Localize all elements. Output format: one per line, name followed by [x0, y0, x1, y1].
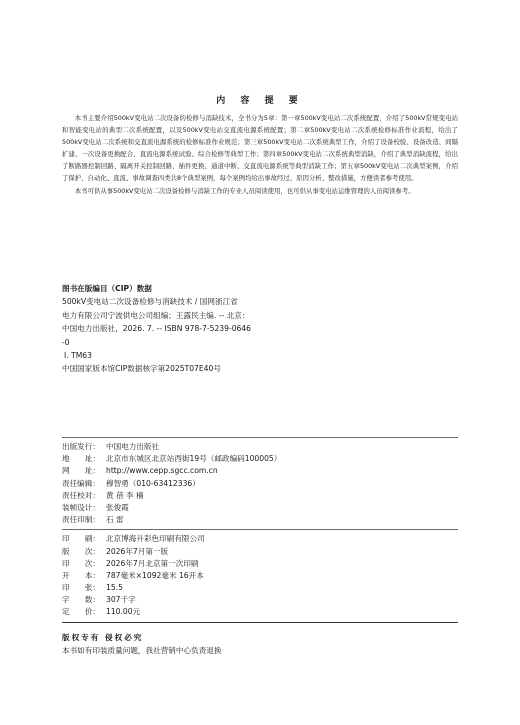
row-value: http://www.cepp.sgcc.com.cn [106, 466, 218, 476]
print-resp-row [62, 514, 458, 526]
row-value: 北京市东城区北京站西街19号（邮政编码100005） [106, 454, 282, 464]
cip-line: 电力有限公司宁波供电公司组编；王露民主编. -- 北京： [62, 310, 250, 320]
row-label: 开 本： [62, 570, 100, 580]
row-label: 印 刷： [62, 534, 100, 544]
summary-body [62, 112, 458, 197]
row-label: 字 数： [62, 595, 100, 605]
row-label: 地 址： [62, 454, 100, 464]
row-value: 2026年7月第一版 [106, 546, 169, 556]
edition-row [62, 546, 458, 558]
sheets-row [62, 582, 458, 594]
imprint-block [62, 437, 458, 623]
proofread-row [62, 490, 458, 502]
row-label: 责任编辑： [62, 478, 100, 488]
cip-line: -0 [62, 337, 70, 347]
website-row [62, 465, 458, 477]
summary-paragraph: 本书可供从事500kV变电站二次设备检修与消缺工作的专业人员阅读使用，也可供从事变电站运维管理的人员阅读参考。 [74, 186, 415, 195]
print-spec-group [62, 530, 458, 621]
publisher-row [62, 441, 458, 453]
price-row [62, 606, 458, 618]
row-label: 装帧设计： [62, 502, 100, 512]
rights-title: 版权专有 侵权必究 [62, 633, 144, 642]
row-label: 印 张： [62, 583, 100, 593]
publisher-group [62, 438, 458, 529]
row-label: 出版发行： [62, 442, 100, 451]
summary-paragraph: 本书主要介绍500kV变电站二次设备的检修与消缺技术，全书分为5章：第一章500kV变电站二次系统配置，介绍了500kV常规变电站和智能变电站的典型二次系统配置，以及500kV变电站交直流电源系统配置；第二章500kV变电站二次系统检修标准作业流程，给出了500kV变电站二次系统和交直流电源系统的检修标准作业规范；第三章500kV变电站二次系统典型工作，介绍了设备校验、设备改造、间隔扩建、一次设备更换配合、直流电源系统试验、综合检修等典型工作；第四章500kV变电站二次系统典型消缺，介绍了典型消缺流程，给出了断路器控制回路、隔离开关控制回路、插件更换、通道中断、交直流电源系统等典型消缺工作；第五章500kV变电站二次典型案例，介绍了保护、自动化、直流、事故调查四类共8个典型案例，每个案例均给出事故经过、原因分析、整改措施，方便读者参考使用。 [62, 114, 458, 183]
cip-line: 500kV变电站二次设备检修与消缺技术 / 国网浙江省 [62, 297, 238, 307]
row-label: 版 次： [62, 546, 100, 556]
rights-notice: 本书如有印装质量问题，我社营销中心负责退换 [62, 646, 222, 655]
row-value: 北京博海升彩色印刷有限公司 [106, 534, 205, 544]
cip-record: 中国国家版本馆CIP数据核字第2025T07E40号 [62, 364, 221, 374]
row-label: 责任印制： [62, 515, 100, 525]
address-row [62, 453, 458, 465]
divider [62, 622, 458, 623]
row-value: 穆智勇（010-63412336） [106, 478, 200, 488]
row-value: 中国电力出版社 [106, 442, 160, 451]
row-value: 787毫米×1092毫米 16开本 [106, 570, 204, 580]
format-row [62, 570, 458, 582]
row-value: 2026年7月北京第一次印刷 [106, 558, 199, 568]
impression-row [62, 558, 458, 570]
words-row [62, 594, 458, 606]
row-value: 石 雷 [106, 515, 124, 525]
row-label: 印 次： [62, 558, 100, 568]
cip-block [62, 282, 302, 376]
summary-title: 内 容 提 要 [216, 96, 304, 106]
cip-heading: 图书在版编目（CIP）数据 [62, 284, 152, 293]
row-value: 15.5 [106, 583, 123, 593]
editor-row [62, 478, 458, 490]
row-label: 网 址： [62, 466, 100, 476]
cip-classification: Ⅰ. TM63 [64, 351, 92, 361]
row-label: 责任校对： [62, 490, 100, 500]
printer-row [62, 533, 458, 545]
design-row [62, 502, 458, 514]
cip-line: 中国电力出版社，2026. 7. -- ISBN 978-7-5239-0646 [62, 324, 252, 334]
row-value: 307千字 [106, 595, 136, 605]
rights-block [62, 631, 458, 657]
row-value: 110.00元 [106, 607, 141, 617]
row-label: 定 价： [62, 607, 100, 617]
row-value: 黄 蓓 李 楠 [106, 490, 144, 500]
row-value: 张俊霞 [106, 502, 129, 512]
